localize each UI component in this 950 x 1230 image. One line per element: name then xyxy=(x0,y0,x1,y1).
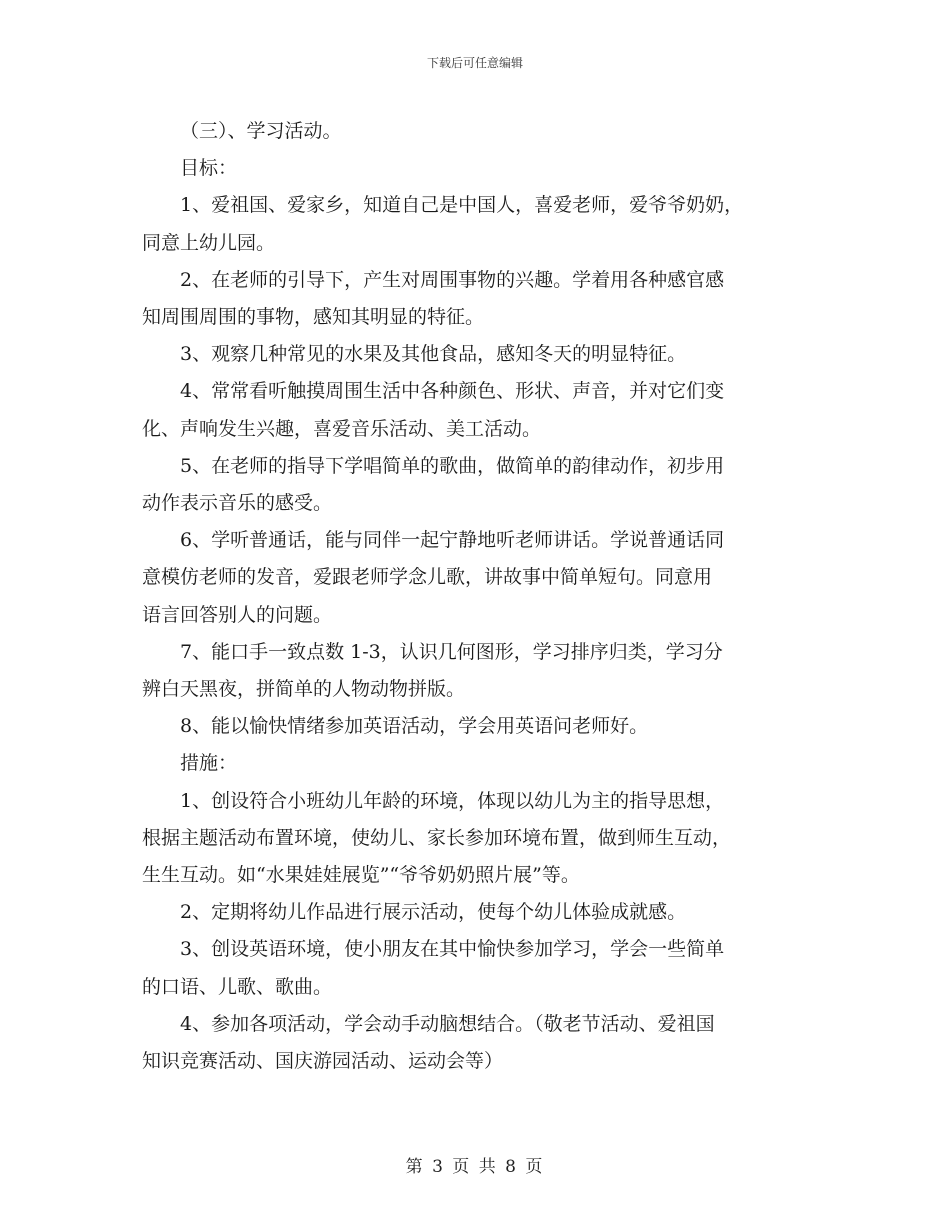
paragraph-line: 化、声响发生兴趣，喜爱音乐活动、美工活动。 xyxy=(142,417,542,440)
paragraph-line: 6、学听普通话，能与同伴一起宁静地听老师讲话。学说普通话同 xyxy=(180,529,725,552)
paragraph-line: 7、能口手一致点数 1-3，认识几何图形，学习排序归类，学习分 xyxy=(180,640,723,663)
paragraph-line: 1、创设符合小班幼儿年龄的环境，体现以幼儿为主的指导思想， xyxy=(180,789,725,812)
page-number-footer: 第 3 页 共 8 页 xyxy=(405,1157,545,1177)
paragraph-line: 1、爱祖国、爱家乡，知道自己是中国人，喜爱老师，爱爷爷奶奶， xyxy=(180,194,744,217)
paragraph-line: 的口语、儿歌、歌曲。 xyxy=(142,975,333,998)
paragraph-line: 语言回答别人的问题。 xyxy=(142,603,333,626)
page-header-note: 下载后可任意编辑 xyxy=(426,56,523,70)
paragraph-line: 意模仿老师的发音，爱跟老师学念儿歌，讲故事中简单短句。同意用 xyxy=(142,566,713,589)
paragraph-line: 2、定期将幼儿作品进行展示活动，使每个幼儿体验成就感。 xyxy=(180,901,687,924)
paragraph-line: 4、参加各项活动，学会动手动脑想结合。（敬老节活动、爱祖国 xyxy=(180,1012,715,1035)
paragraph-line: 3、观察几种常见的水果及其他食品，感知冬天的明显特征。 xyxy=(180,343,687,366)
paragraph-line: 5、在老师的指导下学唱简单的歌曲，做简单的韵律动作，初步用 xyxy=(180,454,725,477)
document-body xyxy=(142,113,810,1080)
measures-heading: 措施： xyxy=(180,752,238,775)
paragraph-line: 8、能以愉快情绪参加英语活动，学会用英语问老师好。 xyxy=(180,715,649,738)
section-heading: （三）、学习活动。 xyxy=(180,120,342,142)
paragraph-line: 知识竞赛活动、国庆游园活动、运动会等） xyxy=(142,1050,504,1073)
paragraph-line: 动作表示音乐的感受。 xyxy=(142,492,333,515)
paragraph-line: 生生互动。如“水果娃娃展览”“爷爷奶奶照片展”等。 xyxy=(142,864,580,887)
paragraph-line: 知周围周围的事物，感知其明显的特征。 xyxy=(142,306,485,329)
paragraph-line: 根据主题活动布置环境，使幼儿、家长参加环境布置，做到师生互动， xyxy=(142,826,732,849)
paragraph-line: 辨白天黑夜，拼简单的人物动物拼版。 xyxy=(142,678,466,701)
paragraph-line: 3、创设英语环境，使小朋友在其中愉快参加学习，学会一些简单 xyxy=(180,938,725,961)
goals-heading: 目标： xyxy=(180,157,238,180)
paragraph-line: 4、常常看听触摸周围生活中各种颜色、形状、声音，并对它们变 xyxy=(180,380,725,403)
paragraph-line: 同意上幼儿园。 xyxy=(142,231,276,254)
paragraph-line: 2、在老师的引导下，产生对周围事物的兴趣。学着用各种感官感 xyxy=(180,268,725,291)
